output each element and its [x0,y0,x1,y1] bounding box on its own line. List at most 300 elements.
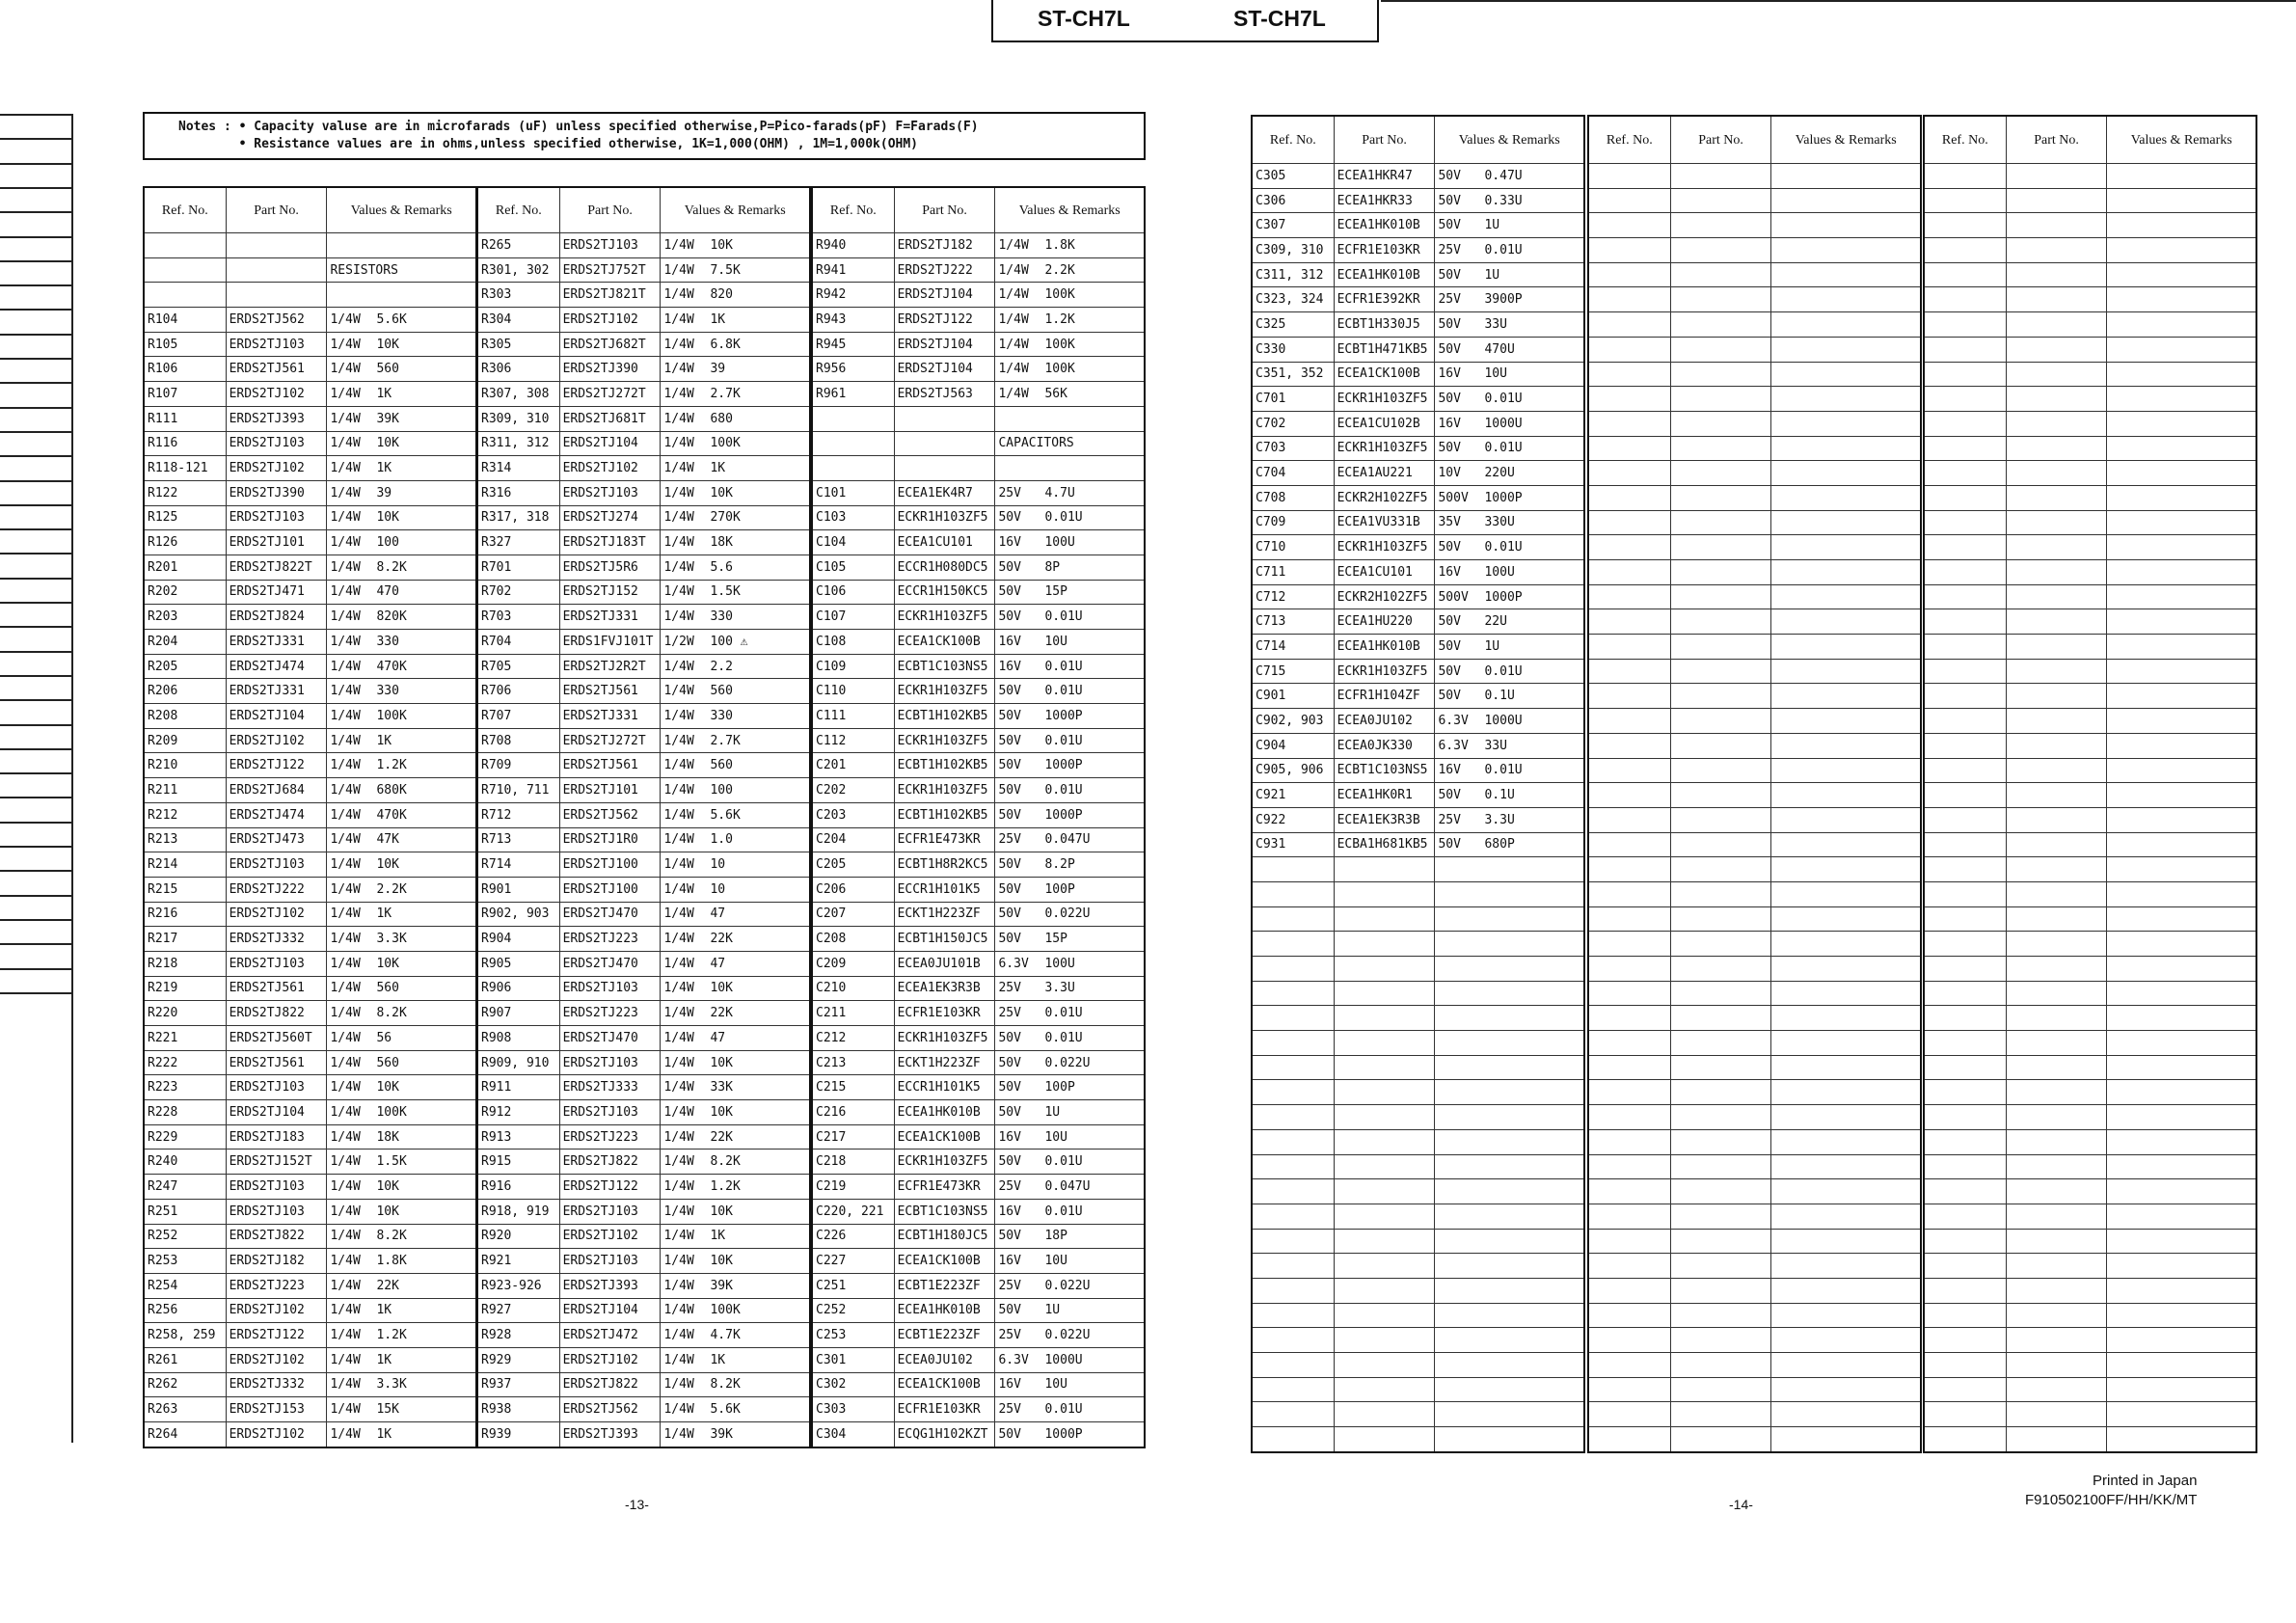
table-row [1924,881,2256,906]
value-cell [661,877,810,902]
table-row [1588,262,1921,287]
part-no-cell [2006,1080,2107,1105]
value: 0.022U [1044,1278,1091,1293]
value-cell [995,308,1145,333]
value-cell [1771,1154,1921,1179]
part-no-cell [2006,857,2107,882]
value-cell [1435,1402,1584,1427]
table-row [144,605,476,630]
ref-no-cell [1924,287,2006,312]
header-part-no: Part No. [1334,116,1435,164]
value: 820K [376,609,407,625]
table-row [477,1100,810,1125]
value: 0.47U [1484,168,1523,183]
part-no-cell: ECCR1H101K5 [894,1075,995,1100]
rating: 1/4W [330,659,361,674]
part-no-cell: ERDS2TJ183 [226,1124,327,1150]
table-row [1252,1229,1584,1254]
table-row [1588,733,1921,758]
ref-no-cell: R918, 919 [477,1199,559,1224]
value-cell [1435,1080,1584,1105]
parts-table-4 [1251,115,1585,1453]
value: 1.2K [376,1328,407,1343]
part-no-cell [1670,881,1771,906]
table-row [1252,1129,1584,1154]
part-no-cell: ECEA0JK330 [1334,733,1435,758]
value-cell [995,257,1145,283]
rating: 1/4W [330,684,361,699]
table-row [144,283,476,308]
value: 0.1U [1484,788,1515,803]
edge-line [0,870,73,872]
part-no-cell [2006,560,2107,585]
value: 100 [710,782,733,798]
table-row [477,406,810,431]
value: 100K [710,1303,741,1318]
table-row [1588,188,1921,213]
value: 560 [376,981,399,996]
rating: 1/4W [330,1154,361,1170]
table-row [1924,262,2256,287]
part-no-cell: ERDS2TJ474 [226,654,327,679]
part-no-cell: ERDS2TJ104 [226,704,327,729]
table-row [477,802,810,827]
part-no-cell [1334,1229,1435,1254]
value-cell [327,1249,476,1274]
rating: 50V [1438,218,1461,233]
table-row [812,406,1145,431]
ref-no-cell: C902, 903 [1252,709,1334,734]
value: 10K [376,510,399,526]
table-row [477,456,810,481]
part-no-cell: ERDS2TJ331 [559,704,661,729]
ref-no-cell: C217 [812,1124,894,1150]
edge-line [0,260,73,262]
part-no-cell: ERDS2TJ152 [559,580,661,605]
edge-border [71,114,73,1443]
rating: 1/4W [663,956,694,971]
rating: 50V [998,1154,1021,1170]
value-cell [995,827,1145,852]
value-cell [327,308,476,333]
value: 2.2 [710,659,733,674]
rating: 10V [1438,466,1461,481]
value: 330U [1484,515,1515,530]
part-no-cell: ERDS2TJ101 [559,778,661,803]
ref-no-cell: R223 [144,1075,226,1100]
ref-no-cell [1588,238,1670,263]
ref-no-cell [1588,287,1670,312]
value-cell [1771,807,1921,832]
value-cell [2107,709,2256,734]
table-row [1924,783,2256,808]
rating: 1/4W [330,708,361,723]
ref-no-cell [1588,1377,1670,1402]
value-cell [1771,584,1921,609]
table-row [1588,560,1921,585]
rating: 50V [1438,441,1461,456]
table-row [1588,857,1921,882]
value-cell [2107,857,2256,882]
value: 2.7K [710,733,741,748]
value-cell [2107,659,2256,684]
value-cell [995,778,1145,803]
rating: 1/4W [663,1352,694,1367]
value-cell [1771,1427,1921,1452]
table-row [812,480,1145,505]
table-row [144,233,476,258]
value-cell [1771,485,1921,510]
part-no-cell: ECEA1CK100B [894,1372,995,1397]
part-no-cell: ECKR1H103ZF5 [1334,436,1435,461]
value: 100K [376,708,407,723]
table-row [144,1175,476,1200]
value-cell [2107,832,2256,857]
value: 100K [376,1104,407,1120]
part-no-cell [1670,1055,1771,1080]
part-no-cell: ERDS2TJ182 [894,233,995,258]
part-no-cell: ERDS2TJ272T [559,382,661,407]
rating: 50V [1438,638,1461,654]
page-number-right: -14- [1729,1497,1753,1512]
table-row [1252,1278,1584,1303]
value-cell [661,1150,810,1175]
part-no-cell: ERDS2TJ822T [226,555,327,580]
ref-no-cell: R709 [477,753,559,778]
part-no-cell [2006,807,2107,832]
table-row [1924,461,2256,486]
table-row [1588,387,1921,412]
ref-no-cell: C702 [1252,411,1334,436]
ref-no-cell: C701 [1252,387,1334,412]
edge-line [0,114,73,116]
value-cell [2107,807,2256,832]
value-cell [661,605,810,630]
table-row [1588,1129,1921,1154]
part-no-cell: ERDS2TJ822 [226,1224,327,1249]
rating: 50V [1438,341,1461,357]
ref-no-cell [1588,807,1670,832]
rating: 50V [1438,316,1461,332]
value: 1K [376,1303,392,1318]
value: 4.7U [1044,485,1075,500]
rating: 500V [1438,490,1469,505]
table-row [144,654,476,679]
part-no-cell: ECKR1H103ZF5 [894,778,995,803]
edge-line [0,626,73,628]
table-row [1252,213,1584,238]
value-cell [327,1323,476,1348]
table-row [1924,1080,2256,1105]
value-cell [2107,238,2256,263]
table-row [812,332,1145,357]
value-cell [1435,659,1584,684]
value-cell [995,406,1145,431]
ref-no-cell [1588,1055,1670,1080]
ref-no-cell [1588,1154,1670,1179]
table-row [1252,188,1584,213]
part-no-cell [894,406,995,431]
value-cell [2107,1254,2256,1279]
table-row [1588,1303,1921,1328]
part-no-cell [1334,881,1435,906]
table-row [1252,1353,1584,1378]
value-cell [995,1050,1145,1075]
table-row [477,1150,810,1175]
part-no-cell: ECBT1H150JC5 [894,927,995,952]
table-row [812,753,1145,778]
ref-no-cell: C220, 221 [812,1199,894,1224]
value: 1000P [1044,708,1083,723]
table-row [1588,906,1921,932]
rating: 1/4W [663,1006,694,1021]
value-cell [327,1050,476,1075]
table-row [477,654,810,679]
value-cell [995,802,1145,827]
value-cell [2107,1204,2256,1229]
table-row [477,382,810,407]
value-cell [1435,1229,1584,1254]
edge-line [0,187,73,189]
value: 0.047U [1044,832,1091,848]
table-row [812,902,1145,927]
part-no-cell: ECEA1CK100B [894,630,995,655]
table-row [1588,709,1921,734]
rating: 1/4W [663,1278,694,1293]
table-row [812,1050,1145,1075]
edge-line [0,822,73,824]
rating: 50V [1438,540,1461,555]
table-row [1588,1204,1921,1229]
rating: 1/4W [663,684,694,699]
value-cell [327,357,476,382]
value-cell [1771,981,1921,1006]
value: 10 [710,881,726,897]
table-row [1924,1254,2256,1279]
part-no-cell: ERDS2TJ222 [226,877,327,902]
part-no-cell: ERDS2TJ103 [559,1050,661,1075]
value: 10K [710,485,733,500]
ref-no-cell: C206 [812,877,894,902]
value: 8.2K [710,1154,741,1170]
value-cell [2107,1031,2256,1056]
value-cell [661,456,810,481]
ref-no-cell: R307, 308 [477,382,559,407]
value: 10K [376,337,399,352]
value: 1K [376,733,392,748]
table-row [812,233,1145,258]
ref-no-cell: R939 [477,1422,559,1447]
table-row [1924,584,2256,609]
table-row [144,456,476,481]
value: 39K [376,411,399,426]
value: 330 [376,684,399,699]
table-row [1588,981,1921,1006]
part-no-cell [1670,709,1771,734]
part-no-cell [1334,957,1435,982]
value-cell [661,728,810,753]
ref-no-cell [1924,684,2006,709]
value: 3.3K [376,1377,407,1393]
part-no-cell [2006,635,2107,660]
rating: 1/4W [998,237,1029,253]
part-no-cell: ERDS2TJ102 [226,1298,327,1323]
part-no-cell [2006,164,2107,189]
ref-no-cell: C921 [1252,783,1334,808]
ref-no-cell: R215 [144,877,226,902]
table-row [144,257,476,283]
table-row [144,1347,476,1372]
value-cell [1771,337,1921,362]
value-cell [2107,164,2256,189]
ref-no-cell: R911 [477,1075,559,1100]
value-cell [995,1100,1145,1125]
value-cell [1771,262,1921,287]
value-cell [1435,238,1584,263]
rating: 35V [1438,515,1461,530]
table-row [812,654,1145,679]
rating: 1/4W [663,1303,694,1318]
table-row [1924,609,2256,635]
ref-no-cell: R210 [144,753,226,778]
rating: 1/4W [663,758,694,773]
ref-no-cell [1588,1402,1670,1427]
rating: 25V [998,1178,1021,1194]
part-no-cell: ERDS2TJ100 [559,852,661,878]
ref-no-cell [1924,758,2006,783]
ref-no-cell: C323, 324 [1252,287,1334,312]
value: 1U [1484,638,1500,654]
value-cell [1435,1105,1584,1130]
value-cell [1435,510,1584,535]
part-no-cell: ECEA1HK010B [894,1298,995,1323]
part-no-cell: ERDS2TJ331 [559,605,661,630]
ref-no-cell [1588,881,1670,906]
value: 680K [376,782,407,798]
ref-no-cell: C104 [812,530,894,555]
rating: 1/4W [663,1178,694,1194]
part-no-cell: ECCR1H080DC5 [894,555,995,580]
rating: 1/4W [663,262,694,278]
ref-no-cell: R217 [144,927,226,952]
ref-no-cell [1588,709,1670,734]
ref-no-cell: R251 [144,1199,226,1224]
ref-no-cell: C351, 352 [1252,362,1334,387]
ref-no-cell: R937 [477,1372,559,1397]
rating: 50V [1438,193,1461,208]
rating: 1/4W [663,981,694,996]
value: 1000U [1484,713,1523,728]
value-cell [327,431,476,456]
value-cell [661,505,810,530]
ref-no-cell: C305 [1252,164,1334,189]
rating: 1/4W [330,485,361,500]
value-cell [2107,1377,2256,1402]
ref-no-cell: R256 [144,1298,226,1323]
part-no-cell [1670,1154,1771,1179]
value: 5.6K [710,1402,741,1418]
rating: 1/4W [330,1080,361,1096]
ref-no-cell [1924,461,2006,486]
rating: 50V [1438,392,1461,407]
value: 1U [1044,1104,1061,1120]
table-row [477,530,810,555]
value: 10K [710,1254,733,1269]
edge-line [0,284,73,286]
part-no-cell [2006,1006,2107,1031]
value: 0.01U [1484,242,1523,257]
ref-no-cell [1924,906,2006,932]
ref-no-cell [1924,932,2006,957]
rating: 25V [998,1278,1021,1293]
value-cell [661,357,810,382]
part-no-cell: ECFR1E392KR [1334,287,1435,312]
part-no-cell: ECFR1E103KR [1334,238,1435,263]
table-row [812,456,1145,481]
table-row [812,431,1145,456]
ref-no-cell: C905, 906 [1252,758,1334,783]
ref-no-cell [1252,881,1334,906]
edge-line [0,138,73,140]
rating: 1/4W [330,956,361,971]
ref-no-cell: R107 [144,382,226,407]
value: 0.01U [1044,609,1083,625]
value-cell [327,1001,476,1026]
part-no-cell: ERDS2TJ561 [559,753,661,778]
table-header-row [144,187,476,233]
part-no-cell: ECKR1H103ZF5 [894,679,995,704]
ref-no-cell: C325 [1252,312,1334,338]
part-no-cell: ERDS2TJ104 [894,357,995,382]
rating: 25V [1438,812,1461,827]
value-cell [1771,1303,1921,1328]
table-row [1252,238,1584,263]
ref-no-cell [1588,932,1670,957]
value: 39K [710,1278,733,1293]
table-row [1252,783,1584,808]
rating: 1/4W [330,981,361,996]
part-no-cell [2006,1328,2107,1353]
table-row [144,406,476,431]
value-cell [1435,213,1584,238]
ref-no-cell: R305 [477,332,559,357]
ref-no-cell [1924,1377,2006,1402]
table-row [1588,1105,1921,1130]
value: 100U [1044,535,1075,551]
table-row [144,1150,476,1175]
ref-no-cell [1588,659,1670,684]
value: 1000U [1044,1352,1083,1367]
table-row [477,753,810,778]
part-no-cell [1670,659,1771,684]
value: 330 [710,609,733,625]
rating: 16V [998,1204,1021,1219]
rating: 1/4W [663,510,694,526]
table-row [812,951,1145,976]
part-no-cell: ERDS2TJ563 [894,382,995,407]
ref-no-cell: C904 [1252,733,1334,758]
part-no-cell: ECEA1HK010B [894,1100,995,1125]
value: 1.2K [376,758,407,773]
part-no-cell [1670,832,1771,857]
value-cell [995,753,1145,778]
ref-no-cell: R915 [477,1150,559,1175]
table-row [144,630,476,655]
rating: 1/4W [330,733,361,748]
value-cell [995,1175,1145,1200]
part-no-cell [2006,312,2107,338]
value-cell [995,1001,1145,1026]
